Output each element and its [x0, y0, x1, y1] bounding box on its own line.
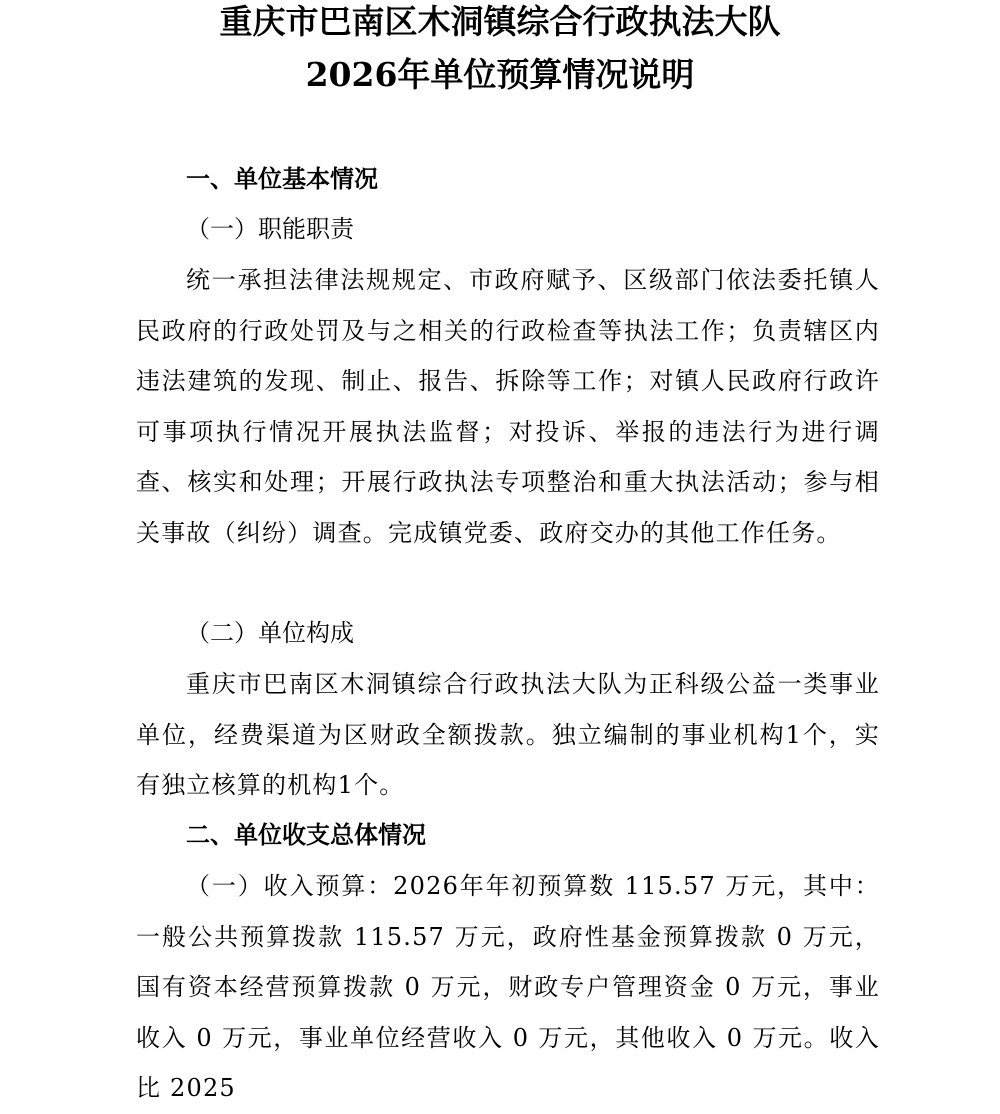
section-1-heading: 一、单位基本情况: [186, 164, 378, 193]
document-title-line-1: 重庆市巴南区木洞镇综合行政执法大队: [219, 2, 781, 41]
section-1-sub-1-paragraph: 统一承担法律法规规定、市政府赋予、区级部门依法委托镇人民政府的行政处罚及与之相关的行政检查等执法工作；负责辖区内违法建筑的发现、制止、报告、拆除等工作；对镇人民政府行政许可事项执行情况开展执法监督；对投诉、举报的违法行为进行调查、核实和处理；开展行政执法专项整治和重大执法活动；参与相关事故（纠纷）调查。完成镇党委、政府交办的其他工作任务。: [136, 266, 880, 547]
section-1-sub-1-heading: （一）职能职责: [186, 215, 354, 243]
section-1-sub-2-paragraph: 重庆市巴南区木洞镇综合行政执法大队为正科级公益一类事业单位，经费渠道为区财政全额拨款。独立编制的事业机构1个，实有独立核算的机构1个。: [136, 670, 880, 799]
document-title-line-2: 2026年单位预算情况说明: [305, 55, 695, 94]
section-2-heading: 二、单位收支总体情况: [186, 820, 426, 849]
section-1-sub-2-heading: （二）单位构成: [186, 619, 354, 647]
section-2-sub-1-paragraph: （一）收入预算：2026年年初预算数 115.57 万元，其中：一般公共预算拨款 115.57 万元，政府性基金预算拨款 0 万元，国有资本经营预算拨款 0 万元，财政专户管理资金 0 万元，事业收入 0 万元，事业单位经营收入 0 万元，其他收入 0 万元。收入比 2025: [136, 872, 880, 1102]
